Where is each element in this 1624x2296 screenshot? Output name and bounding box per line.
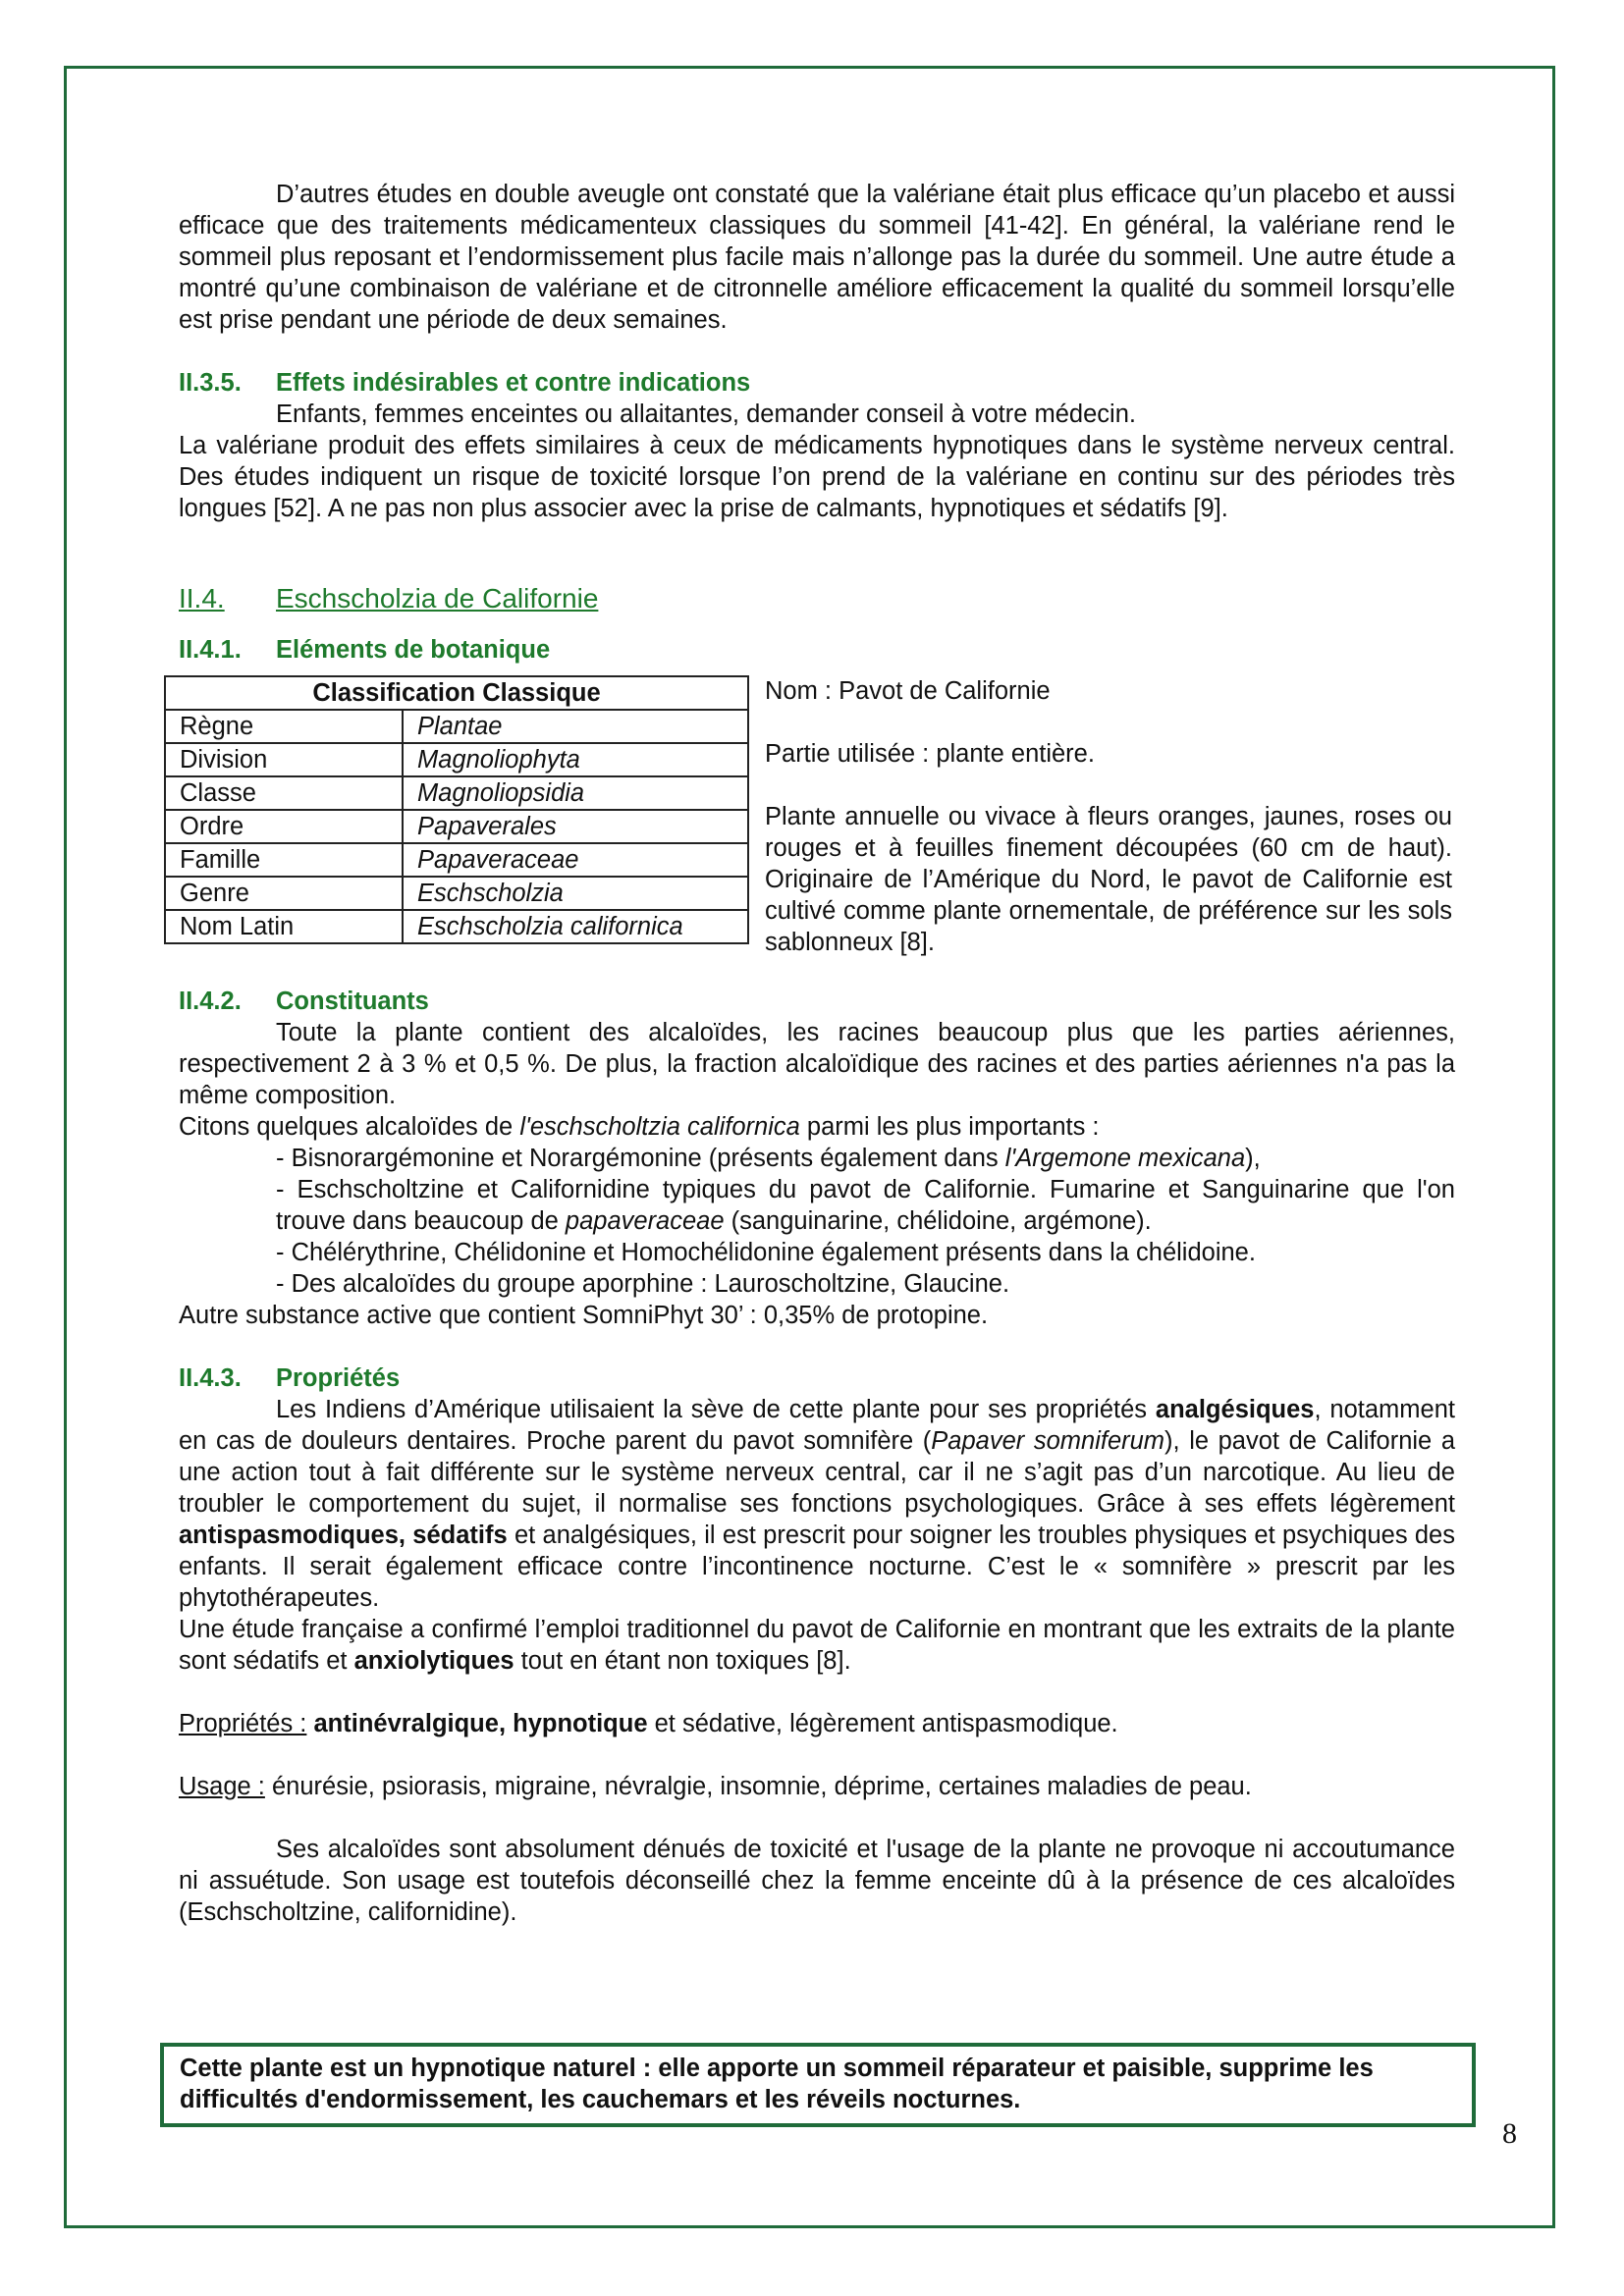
heading-title: Effets indésirables et contre indications xyxy=(276,369,751,397)
list-item: - Chélérythrine, Chélidonine et Homochélidonine également présents dans la chélidoine. xyxy=(276,1239,1256,1266)
heading-title: Eléments de botanique xyxy=(276,636,551,664)
table-row xyxy=(165,843,748,877)
value-cell: Eschscholzia californica xyxy=(403,910,748,943)
plant-name: Nom : Pavot de Californie xyxy=(765,677,1051,705)
usage-line: Usage : énurésie, psiorasis, migraine, névralgie, insomnie, déprime, certaines maladies de peau. xyxy=(179,1773,1252,1800)
page-number: 8 xyxy=(1502,2117,1517,2150)
heading-title: Propriétés xyxy=(276,1364,401,1392)
rank-cell: Classe xyxy=(165,776,403,810)
study-paragraph: Une étude française a confirmé l’emploi traditionnel du pavot de Californie en montrant que les extraits de la plante sont sédatifs et anxiolytiques tout en étant non toxiques [8]. xyxy=(179,1616,1455,1675)
heading-2-4-1 xyxy=(179,634,1455,666)
section-title: Eschscholzia de Californie xyxy=(276,583,599,614)
heading-number: II.3.5. xyxy=(179,369,242,397)
rank-cell: Nom Latin xyxy=(165,910,403,943)
section-number: II.4. xyxy=(179,583,225,614)
toxicity-paragraph: Ses alcaloïdes sont absolument dénués de toxicité et l'usage de la plante ne provoque ni accoutumance ni assuétude. Son usage est toutefois déconseillé chez la femme enceinte dû à la présence de ces alcaloïdes (Eschscholtzine, californidine). xyxy=(179,1836,1455,1926)
page-content xyxy=(179,179,1455,1928)
side-effects-line: Enfants, femmes enceintes ou allaitantes, demander conseil à votre médecin. xyxy=(276,400,1136,428)
list-item: - Eschscholtzine et Californidine typiques du pavot de Californie. Fumarine et Sanguinarine que l'on trouve dans beaucoup de papaveraceae (sanguinarine, chélidoine, argémone). xyxy=(276,1176,1455,1235)
rank-cell: Règne xyxy=(165,710,403,743)
heading-number: II.4.3. xyxy=(179,1364,242,1392)
table-header: Classification Classique xyxy=(165,676,748,710)
rank-cell: Ordre xyxy=(165,810,403,843)
list-item: - Des alcaloïdes du groupe aporphine : Lauroscholtzine, Glaucine. xyxy=(276,1270,1010,1298)
properties-line: Propriétés : antinévralgique, hypnotique et sédative, légèrement antispasmodique. xyxy=(179,1710,1118,1737)
plant-part: Partie utilisée : plante entière. xyxy=(765,740,1095,768)
botany-row xyxy=(179,675,1455,958)
summary-box: Cette plante est un hypnotique naturel : elle apporte un sommeil réparateur et paisible, supprime les difficultés d'endormissement, les cauchemars et les réveils nocturnes. xyxy=(160,2043,1476,2127)
list-item: - Bisnorargémonine et Norargémonine (présents également dans l'Argemone mexicana), xyxy=(276,1145,1261,1172)
value-cell: Magnoliopsidia xyxy=(403,776,748,810)
section-2-4 xyxy=(179,583,1455,614)
value-cell: Magnoliophyta xyxy=(403,743,748,776)
properties-paragraph: Les Indiens d’Amérique utilisaient la sève de cette plante pour ses propriétés analgésiques, notamment en cas de douleurs dentaires. Proche parent du pavot somnifère (Papaver somniferum), le pavot de Californie a une action tout à fait différente sur le système nerveux central, car il ne s’agit pas d’un narcotique. Au lieu de troubler le comportement du sujet, il normalise ses fonctions psychologiques. Grâce à ses effets légèrement antispasmodiques, sédatifs et analgésiques, il est prescrit pour soigner les troubles physiques et psychiques des enfants. Il serait également efficace contre l’incontinence nocturne. C’est le « somnifère » prescrit par les phytothérapeutes. xyxy=(179,1396,1455,1612)
other-substance: Autre substance active que contient SomniPhyt 30’ : 0,35% de protopine. xyxy=(179,1302,989,1329)
table-row xyxy=(165,710,748,743)
table-row xyxy=(165,810,748,843)
constituents-intro: Toute la plante contient des alcaloïdes, les racines beaucoup plus que les parties aériennes, respectivement 2 à 3 % et 0,5 %. De plus, la fraction alcaloïdique des racines et des parties aériennes n'a pas la même composition. xyxy=(179,1019,1455,1109)
heading-number: II.4.2. xyxy=(179,988,242,1015)
table-row xyxy=(165,776,748,810)
value-cell: Eschscholzia xyxy=(403,877,748,910)
plant-description: Plante annuelle ou vivace à fleurs oranges, jaunes, roses ou rouges et à feuilles finement découpées (60 cm de haut). Originaire de l’Amérique du Nord, le pavot de Californie est cultivé comme plante ornementale, de préférence sur les sols sablonneux [8]. xyxy=(765,803,1452,956)
table-row xyxy=(165,743,748,776)
side-effects-paragraph: La valériane produit des effets similaires à ceux de médicaments hypnotiques dans le système nerveux central. Des études indiquent un risque de toxicité lorsque l’on prend de la valériane en continu sur des périodes très longues [52]. A ne pas non plus associer avec la prise de calmants, hypnotiques et sédatifs [9]. xyxy=(179,432,1455,522)
heading-2-4-2 xyxy=(179,986,1455,1017)
table-row xyxy=(165,910,748,943)
classification-table xyxy=(164,675,749,944)
constituents-list-intro: Citons quelques alcaloïdes de l'eschscholtzia californica parmi les plus importants : xyxy=(179,1113,1100,1141)
intro-paragraph: D’autres études en double aveugle ont constaté que la valériane était plus efficace qu’un placebo et aussi efficace que des traitements médicamenteux classiques du sommeil [41-42]. En général, la valériane rend le sommeil plus reposant et l’endormissement plus facile mais n’allonge pas la durée du sommeil. Une autre étude a montré qu’une combinaison de valériane et de citronnelle améliore efficacement la qualité du sommeil lorsqu’elle est prise pendant une période de deux semaines. xyxy=(179,181,1455,334)
value-cell: Papaveraceae xyxy=(403,843,748,877)
heading-title: Constituants xyxy=(276,988,429,1015)
heading-2-4-3 xyxy=(179,1362,1455,1394)
rank-cell: Famille xyxy=(165,843,403,877)
heading-number: II.4.1. xyxy=(179,636,242,664)
table-row xyxy=(165,877,748,910)
botany-description xyxy=(765,675,1452,958)
heading-2-3-5 xyxy=(179,367,1455,399)
rank-cell: Division xyxy=(165,743,403,776)
value-cell: Plantae xyxy=(403,710,748,743)
rank-cell: Genre xyxy=(165,877,403,910)
value-cell: Papaverales xyxy=(403,810,748,843)
